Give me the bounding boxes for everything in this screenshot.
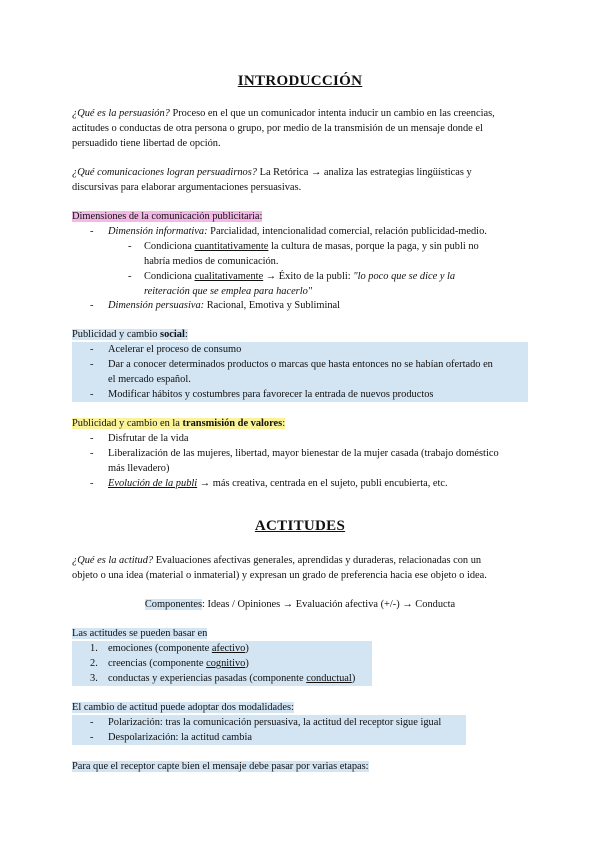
- actitudes-question: ¿Qué es la actitud?: [72, 555, 154, 566]
- componentes-label: Componentes: [144, 599, 202, 610]
- actitudes-p-line2: objeto o una idea (material o inmaterial) y expresan un grado de preferencia hacia ese objeto o idea.: [72, 570, 487, 581]
- social-heading-a: Publicidad y cambio: [72, 329, 161, 340]
- dash-bullet: -: [90, 433, 94, 444]
- valores-item-2-l2: más llevadero): [108, 463, 170, 474]
- social-heading-line: [72, 327, 188, 342]
- basar-item: [108, 671, 355, 686]
- dash-bullet: -: [90, 732, 94, 743]
- basar-item-a: creencias (componente: [108, 658, 207, 669]
- sub-cuantitativa-u: cuantitativamente: [194, 241, 269, 252]
- dim-persuasiva-label: Dimensión persuasiva:: [108, 300, 205, 311]
- componentes-text: : Ideas / Opiniones → Evaluación afectiva (+/-) → Conducta: [202, 599, 456, 610]
- social-heading-c: :: [184, 329, 188, 340]
- dim-informativa: [108, 224, 487, 239]
- sub-cualitativa-quote: "lo poco que se dice y la: [353, 271, 456, 282]
- sub-cuantitativa-l2: habría medios de comunicación.: [144, 256, 279, 267]
- basar-item-a: conductas y experiencias pasadas (componente: [108, 673, 307, 684]
- dimensiones-heading-line: [72, 209, 262, 224]
- basar-heading-line: [72, 626, 207, 641]
- intro-p2-line2: discursivas para elaborar argumentaciones persuasivas.: [72, 182, 302, 193]
- dim-persuasiva-text: Racional, Emotiva y Subliminal: [204, 300, 341, 311]
- dash-bullet: -: [128, 271, 132, 282]
- intro-p2-question: ¿Qué comunicaciones logran persuadirnos?: [72, 167, 257, 178]
- intro-p2-text: La Retórica → analiza las estrategias lingüísticas y: [257, 167, 472, 178]
- valores-item-3-text: → más creativa, centrada en el sujeto, publi encubierta, etc.: [197, 478, 448, 489]
- social-heading: [72, 329, 188, 340]
- actitudes-p-text: Evaluaciones afectivas generales, aprendidas y duraderas, relacionadas con un: [153, 555, 482, 566]
- intro-p1-line1: [72, 106, 495, 121]
- componentes-line: [0, 597, 600, 612]
- dimensiones-heading: Dimensiones de la comunicación publicitaria:: [72, 211, 263, 222]
- sub-cuantitativa-a: Condiciona: [144, 241, 195, 252]
- dash-bullet: -: [90, 389, 94, 400]
- sub-cualitativa: [144, 269, 455, 284]
- valores-heading-b: transmisión de valores: [182, 418, 283, 429]
- basar-num: 3.: [90, 673, 98, 684]
- valores-item-3: [108, 476, 448, 491]
- social-item: el mercado español.: [108, 374, 191, 385]
- cambio-heading: El cambio de actitud puede adoptar dos modalidades:: [72, 702, 294, 713]
- valores-heading-a: Publicidad y cambio en la: [72, 418, 183, 429]
- basar-item-u: cognitivo: [206, 658, 246, 669]
- basar-item-a: emociones (componente: [108, 643, 212, 654]
- basar-item-c: ): [351, 673, 356, 684]
- final-line: [72, 759, 369, 774]
- dim-informativa-label: Dimensión informativa:: [108, 226, 208, 237]
- sub-cuantitativa-b: la cultura de masas, porque la paga, y sin publi no: [268, 241, 479, 252]
- basar-item-u: conductual: [306, 673, 352, 684]
- intro-p1-text: Proceso en el que un comunicador intenta inducir un cambio en las creencias,: [169, 108, 495, 119]
- social-heading-b: social: [160, 329, 185, 340]
- sub-cualitativa-a: Condiciona: [144, 271, 195, 282]
- basar-item-c: ): [245, 643, 249, 654]
- dash-bullet: -: [90, 359, 94, 370]
- basar-item: [108, 641, 249, 656]
- dash-bullet: -: [90, 448, 94, 459]
- sub-cuantitativa: [144, 239, 479, 254]
- intro-title: INTRODUCCIÓN: [237, 73, 363, 89]
- valores-item-2: Liberalización de las mujeres, libertad, mayor bienestar de la mujer casada (trabajo doméstico: [108, 448, 499, 459]
- cambio-item: Polarización: tras la comunicación persuasiva, la actitud del receptor sigue igual: [108, 717, 442, 728]
- dim-informativa-text: Parcialidad, intencionalidad comercial, relación publicidad-medio.: [207, 226, 487, 237]
- valores-item-3-label: Evolución de la publi: [108, 478, 198, 489]
- valores-heading-c: :: [282, 418, 286, 429]
- social-item: Acelerar el proceso de consumo: [108, 344, 242, 355]
- sub-cualitativa-l2: reiteración que se emplea para hacerlo": [144, 286, 313, 297]
- sub-cualitativa-u: cualitativamente: [194, 271, 264, 282]
- valores-heading-line: [72, 416, 285, 431]
- dash-bullet: -: [90, 226, 94, 237]
- intro-p2-line1: [72, 165, 472, 180]
- basar-num: 2.: [90, 658, 98, 669]
- intro-p1-line3: persuadido tiene libertad de opción.: [72, 138, 221, 149]
- actitudes-p-line1: [72, 553, 481, 568]
- basar-num: 1.: [90, 643, 98, 654]
- cambio-heading-line: [72, 700, 294, 715]
- dim-persuasiva: [108, 298, 340, 313]
- sub-cualitativa-b: → Éxito de la publi:: [263, 271, 354, 282]
- valores-item-1: Disfrutar de la vida: [108, 433, 189, 444]
- intro-p1-question: ¿Qué es la persuasión?: [72, 108, 170, 119]
- social-item: Modificar hábitos y costumbres para favorecer la entrada de nuevos productos: [108, 389, 434, 400]
- basar-item-u: afectivo: [211, 643, 246, 654]
- valores-heading: [72, 418, 285, 429]
- basar-item: [108, 656, 249, 671]
- dash-bullet: -: [90, 300, 94, 311]
- dash-bullet: -: [90, 344, 94, 355]
- dash-bullet: -: [128, 241, 132, 252]
- basar-heading: Las actitudes se pueden basar en: [72, 628, 208, 639]
- dash-bullet: -: [90, 717, 94, 728]
- cambio-item: Despolarización: la actitud cambia: [108, 732, 252, 743]
- actitudes-title: ACTITUDES: [254, 518, 346, 534]
- final-text: Para que el receptor capte bien el mensaje debe pasar por varias etapas:: [72, 761, 369, 772]
- intro-p1-line2: actitudes o conductas de otra persona o grupo, por medio de la transmisión de un mensaje donde el: [72, 123, 483, 134]
- basar-item-c: ): [245, 658, 249, 669]
- social-item: Dar a conocer determinados productos o marcas que hasta entonces no se habían ofertado en: [108, 359, 493, 370]
- dash-bullet: -: [90, 478, 94, 489]
